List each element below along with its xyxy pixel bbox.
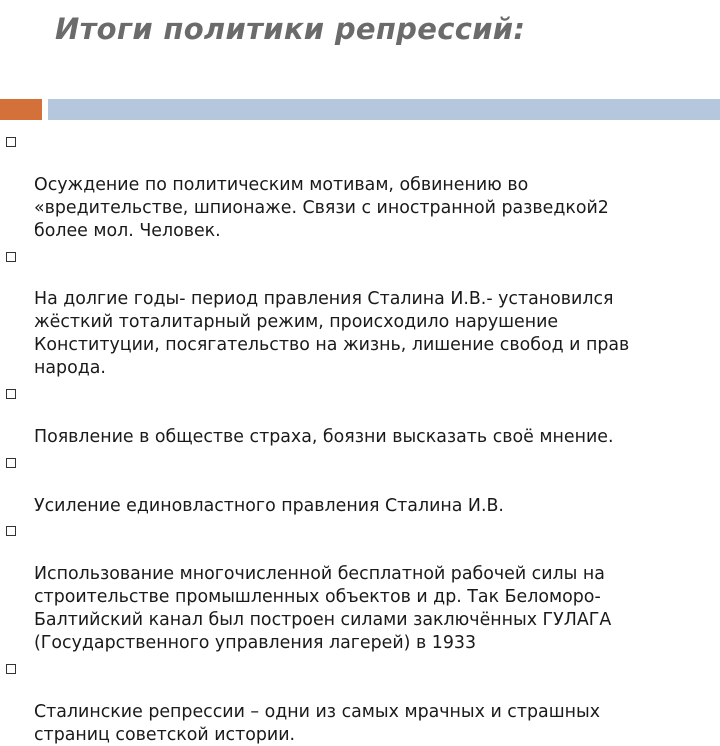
bullet-text: Появление в обществе страха, боязни высказать своё мнение. bbox=[34, 426, 614, 447]
bullet-item bbox=[0, 243, 720, 380]
square-bullet-icon bbox=[6, 252, 16, 262]
square-bullet-icon bbox=[6, 458, 16, 468]
bullet-item bbox=[0, 517, 720, 654]
bullet-text: Сталинские репрессии – одни из самых мрачных и страшных страниц советской истории. bbox=[34, 701, 601, 745]
bullet-text: Использование многочисленной бесплатной рабочей силы на строительстве промышленных объектов и др. Так Беломоро- Балтийский канал был построен силами заключённых ГУЛАГА (Государственного управления лагерей) в 1933 bbox=[34, 564, 612, 653]
accent-bar-blue bbox=[48, 99, 720, 120]
bullet-item bbox=[0, 128, 720, 243]
square-bullet-icon bbox=[6, 137, 16, 147]
square-bullet-icon bbox=[6, 389, 16, 399]
square-bullet-icon bbox=[6, 664, 16, 674]
bullet-item bbox=[0, 449, 720, 518]
bullet-text: Осуждение по политическим мотивам, обвинению во «вредительстве, шпионаже. Связи с иностранной разведкой2 более мол. Человек. bbox=[34, 174, 609, 241]
accent-bar-orange bbox=[0, 99, 42, 120]
square-bullet-icon bbox=[6, 526, 16, 536]
slide-title: Итоги политики репрессий: bbox=[55, 12, 526, 46]
bullet-item bbox=[0, 655, 720, 746]
bullet-text: Усиление единовластного правления Сталина И.В. bbox=[34, 495, 504, 516]
bullet-text: На долгие годы- период правления Сталина И.В.- установился жёсткий тоталитарный режим, происходило нарушение Конституции, посягательство на жизнь, лишение свобод и прав народа. bbox=[34, 289, 630, 379]
bullet-list bbox=[0, 128, 720, 746]
bullet-item bbox=[0, 380, 720, 449]
